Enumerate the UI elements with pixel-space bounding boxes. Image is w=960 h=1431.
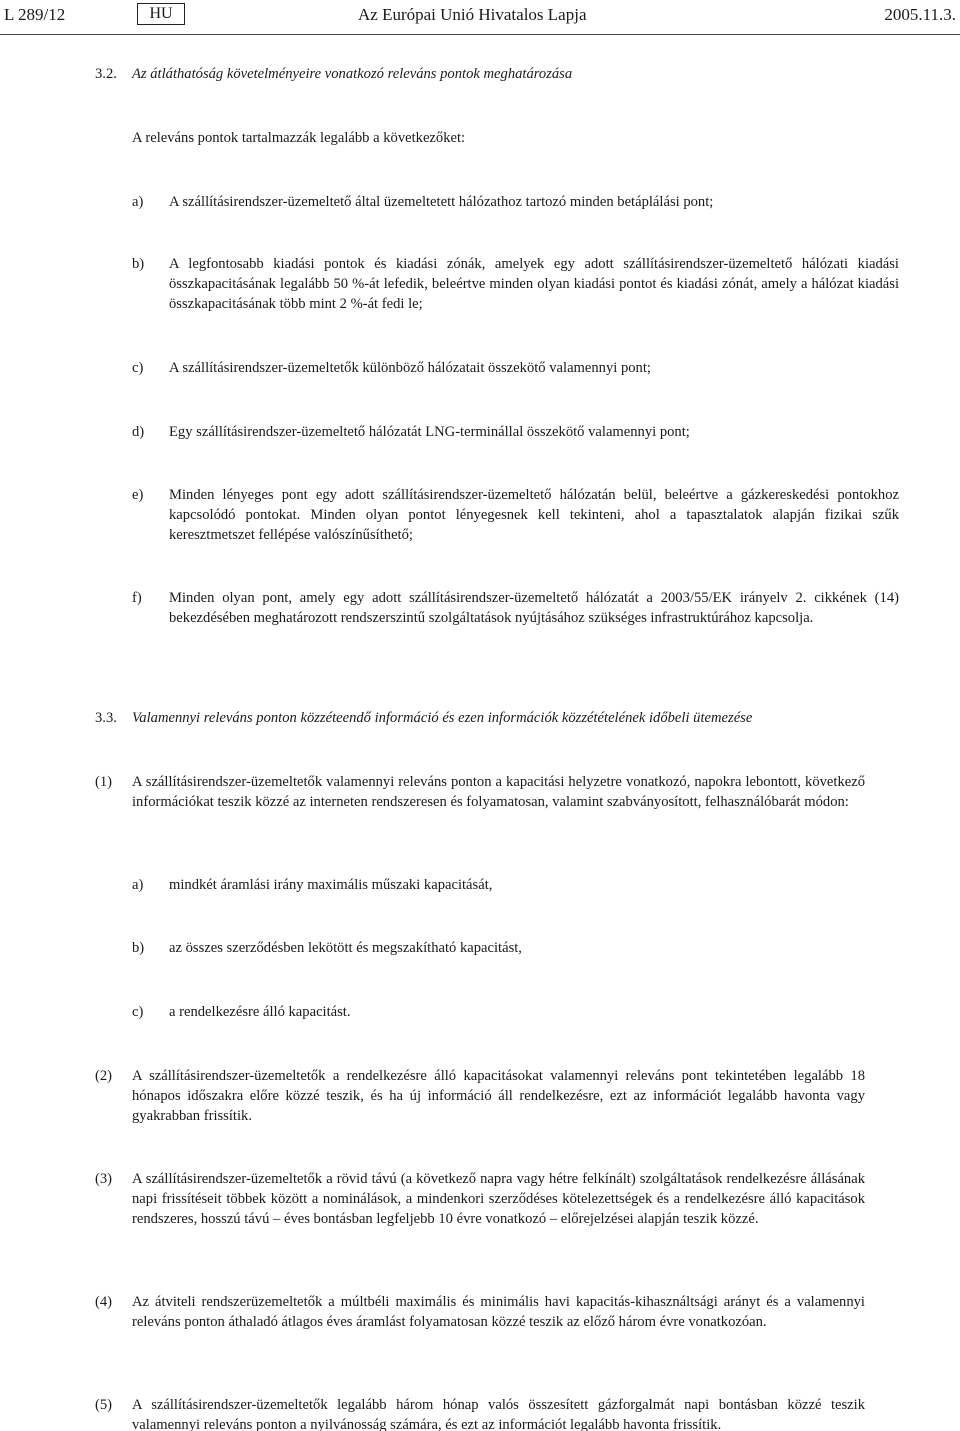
item-label: a) <box>132 194 144 210</box>
item-text: Egy szállításirendszer-üzemeltető hálózatát LNG-terminállal összekötő valamennyi pont; <box>169 424 690 440</box>
section-title: Valamennyi releváns ponton közzéteendő információ és ezen információk közzétételének időbeli ütemezése <box>132 710 753 726</box>
section-3-2-heading <box>95 64 935 86</box>
item-label: a) <box>132 877 144 893</box>
publication-date: 2005.11.3. <box>884 5 956 24</box>
section-3-3-heading <box>95 708 935 730</box>
item-text: A szállításirendszer-üzemeltető által üzemeltetett hálózathoz tartozó minden betáplálási pont; <box>169 194 714 210</box>
paragraph-number: (4) <box>95 1294 113 1310</box>
item-label: b) <box>132 256 145 272</box>
item-text: az összes szerződésben lekötött és megszakítható kapacitást, <box>169 940 522 956</box>
item-text: A legfontosabb kiadási pontok és kiadási zónák, amelyek egy adott szállításirendszer-üzemeltető hálózati kiadási összkapacitásának legalább 50 %-át lefedik, beleértve minden olyan kiadási pontot és kiadási zónát, amely a hálózat kiadási összkapacitásának több mint 2 %-át fedi le; <box>169 256 899 312</box>
paragraph-number: (1) <box>95 774 113 790</box>
page-header <box>4 3 956 29</box>
header-divider <box>0 34 960 35</box>
paragraph-text: Az átviteli rendszerüzemeltetők a múltbéli maximális és minimális havi kapacitás-kihasználtsági arányt és a valamennyi releváns ponton áthaladó átlagos éves áramlást folyamatosan közzé teszik az előző három évre vonatkozóan. <box>132 1294 865 1330</box>
numbered-paragraph <box>95 1395 865 1431</box>
paragraph-number: (5) <box>95 1397 113 1413</box>
section-title: Az átláthatóság követelményeire vonatkozó releváns pontok meghatározása <box>132 66 573 82</box>
section-number: 3.2. <box>95 66 117 82</box>
item-label: e) <box>132 487 144 503</box>
section-intro: A releváns pontok tartalmazzák legalább a következőket: <box>132 130 466 146</box>
language-badge: HU <box>137 3 185 25</box>
item-text: a rendelkezésre álló kapacitást. <box>169 1004 351 1020</box>
item-label: d) <box>132 424 145 440</box>
paragraph-number: (3) <box>95 1171 113 1187</box>
paragraph-text: A szállításirendszer-üzemeltetők legalább három hónap valós összesített gázforgalmát napi bontásban közzé teszik valamennyi releváns ponton a nyilvánosság számára, és ezt az információt legalább havonta frissítik. <box>132 1397 865 1431</box>
item-label: c) <box>132 1004 144 1020</box>
item-text: Minden lényeges pont egy adott szállításirendszer-üzemeltető hálózatán belül, beleértve a gázkereskedési pontokhoz kapcsolódó pontokat. Minden olyan pontot lényegesnek kell tekinteni, ahol a tapasztalatok alapján fizikai szűk keresztmetszet fellépése valószínűsíthető; <box>169 487 899 543</box>
paragraph-number: (2) <box>95 1068 113 1084</box>
paragraph-text: A szállításirendszer-üzemeltetők valamennyi releváns ponton a kapacitási helyzetre vonatkozó, napokra lebontott, következő információkat teszik közzé az interneten rendszeresen és folyamatosan, valamint szabványosított, felhasználóbarát módon: <box>132 774 865 810</box>
paragraph-text: A szállításirendszer-üzemeltetők a rövid távú (a következő napra vagy hétre felkínált) szolgáltatások rendelkezésre állásának napi frissítéseit többek között a nominálások, a mindenkori szerződéses kötelezettségek és a rendelkezésre álló kapacitások rendszeres, hosszú távú – éves bontásban legfeljebb 10 évre vonatkozó – előrejelzései alapján teszik közzé. <box>132 1171 865 1227</box>
item-label: f) <box>132 590 142 606</box>
item-label: b) <box>132 940 145 956</box>
paragraph-text: A szállításirendszer-üzemeltetők a rendelkezésre álló kapacitásokat valamennyi releváns pont tekintetében legalább 18 hónapos időszakra előre közzé teszik, és ha új információ áll rendelkezésre, ezt az információt legalább havonta vagy gyakrabban frissítik. <box>132 1068 865 1124</box>
item-text: Minden olyan pont, amely egy adott szállításirendszer-üzemeltető hálózatát a 2003/55/EK irányelv 2. cikkének (14) bekezdésében meghatározott rendszerszintű szolgáltatások nyújtásához szükséges infrastruktúrához kapcsolja. <box>169 590 899 626</box>
item-text: mindkét áramlási irány maximális műszaki kapacitását, <box>169 877 493 893</box>
journal-title: Az Európai Unió Hivatalos Lapja <box>358 5 587 24</box>
page-reference: L 289/12 <box>4 5 66 24</box>
item-text: A szállításirendszer-üzemeltetők különböző hálózatait összekötő valamennyi pont; <box>169 360 651 376</box>
section-number: 3.3. <box>95 710 117 726</box>
item-label: c) <box>132 360 144 376</box>
